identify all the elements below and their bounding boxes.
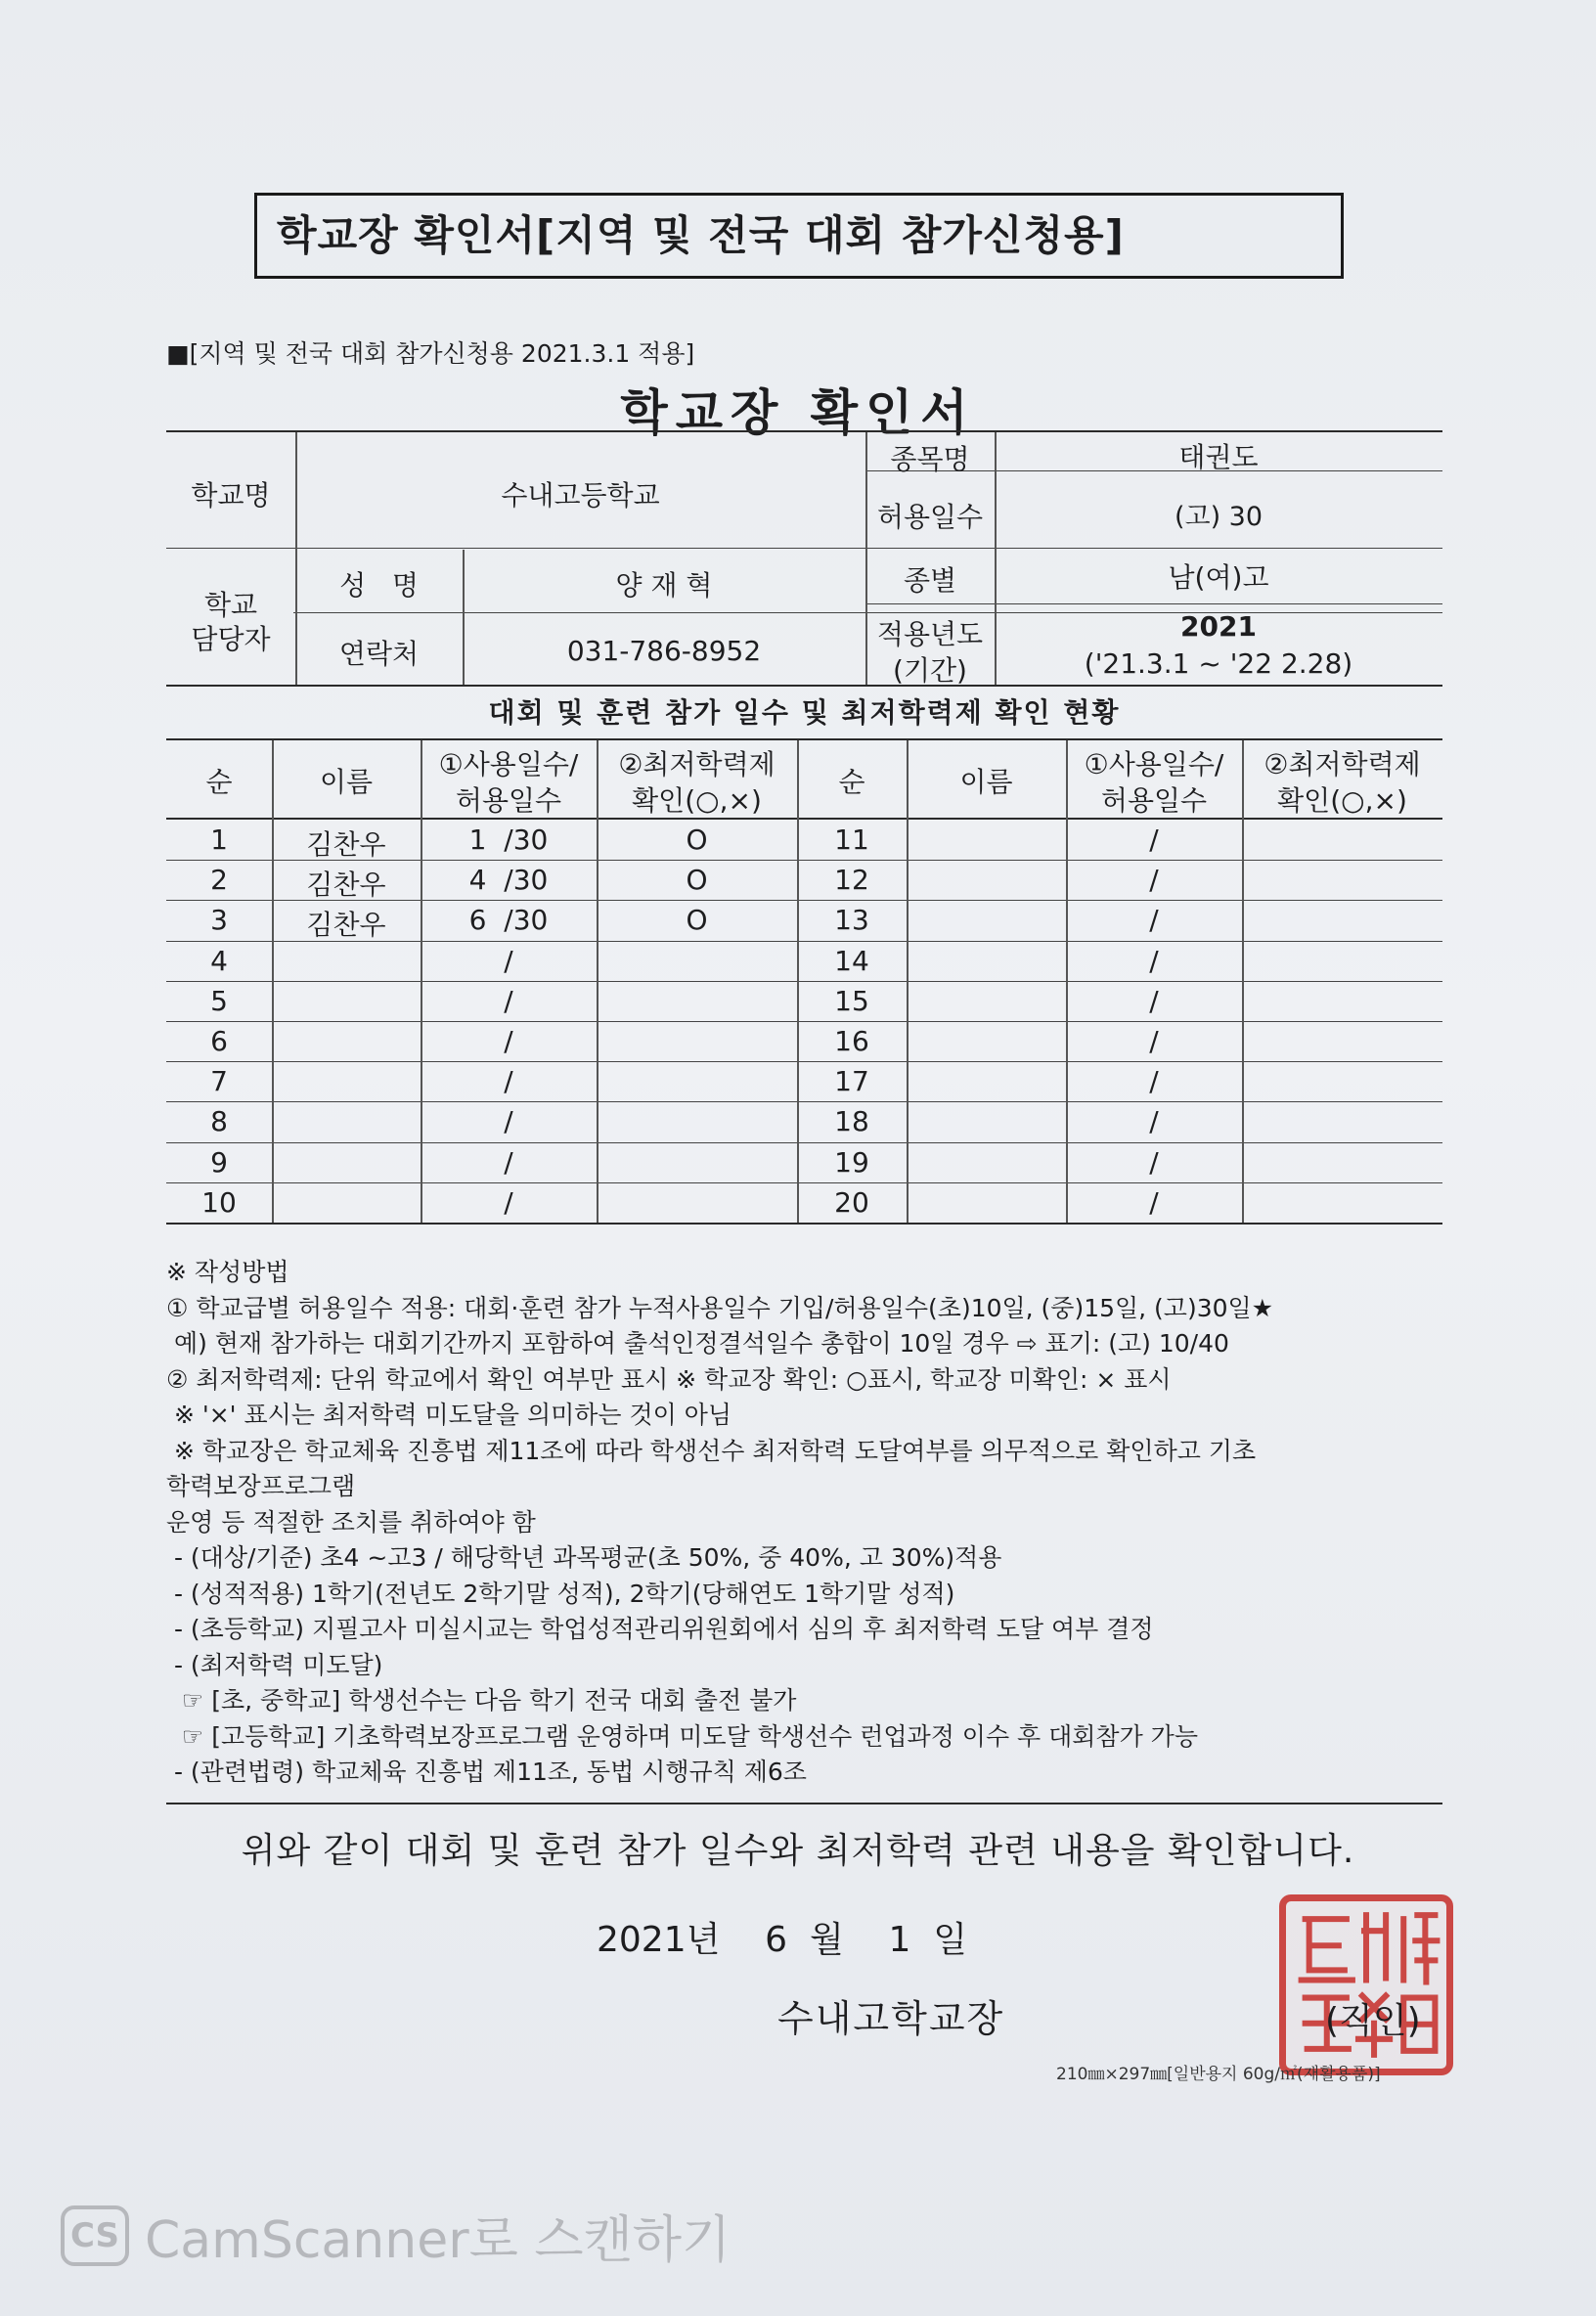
table-cell-no: 15 [834, 984, 869, 1017]
table-cell-no: 8 [210, 1105, 228, 1138]
gender-category-value: 남(여)고 [1168, 561, 1269, 594]
info-row-divider [166, 548, 1442, 549]
instruction-line: ※ 작성방법 [166, 1258, 289, 1286]
table-cell-days: / [504, 1185, 513, 1219]
table-column-divider [421, 740, 422, 1223]
header-days-left-line1: ①사용일수/ [438, 748, 579, 780]
info-row-divider [865, 603, 1442, 604]
allowed-days-label: 허용일수 [876, 501, 984, 533]
table-cell-no: 3 [210, 904, 228, 937]
instruction-line: ※ 학교장은 학교체육 진흥법 제11조에 따라 학생선수 최저학력 도달여부를 의무적으로 확인하고 기초 [166, 1436, 1257, 1465]
header-name-right: 이름 [959, 766, 1013, 798]
footer-rule [166, 1803, 1442, 1804]
table-cell-name: 김찬우 [306, 909, 386, 942]
table-cell-days: / [504, 944, 513, 977]
table-cell-days: / [1149, 1145, 1159, 1179]
table-cell-days: / [1149, 944, 1159, 977]
instruction-line: ☞ [고등학교] 기초학력보장프로그램 운영하며 미도달 학생선수 런업과정 이수 후 대회참가 가능 [166, 1721, 1198, 1751]
applied-year-value: 2021 [1180, 610, 1257, 643]
applied-year-label-line2: (기간) [893, 654, 967, 687]
table-cell-days: 1 /30 [468, 824, 549, 856]
table-column-divider [1066, 740, 1068, 1223]
instruction-line: 예) 현재 참가하는 대회기간까지 포함하여 출석인정결석일수 총합이 10일 경우 ⇨ 표기: (고) 10/40 [166, 1329, 1229, 1358]
applied-period-value: ('21.3.1 ~ '22 2.28) [1084, 647, 1353, 680]
header-min-left-line2: 확인(○,×) [632, 784, 762, 817]
document-title: 학교장 확인서 [620, 384, 976, 441]
header-days-right-line2: 허용일수 [1100, 784, 1208, 817]
table-cell-no: 9 [210, 1145, 228, 1179]
allowed-days-value: (고) 30 [1174, 502, 1264, 532]
table-column-divider [597, 740, 598, 1223]
participation-table-top-rule [166, 738, 1442, 740]
official-seal-stamp [1279, 1894, 1453, 2075]
header-no-right: 순 [838, 766, 865, 798]
table-row-divider [166, 1101, 1442, 1102]
table-cell-days: / [1149, 1025, 1159, 1057]
seal-label: (직인) [1325, 2001, 1421, 2041]
manager-label-line2: 담당자 [191, 623, 271, 655]
table-cell-days: / [504, 984, 513, 1017]
table-cell-no: 10 [201, 1185, 237, 1219]
table-row-divider [166, 1061, 1442, 1062]
participation-table-bottom-rule [166, 1223, 1442, 1225]
table-row-divider [166, 941, 1442, 942]
header-days-left-line2: 허용일수 [455, 784, 562, 817]
table-cell-days: / [1149, 1185, 1159, 1219]
camscanner-watermark [61, 2199, 731, 2272]
manager-name-label: 성 명 [339, 569, 419, 601]
table-cell-no: 1 [210, 824, 228, 856]
table-cell-days: / [504, 1025, 513, 1057]
table-cell-days: / [1149, 984, 1159, 1017]
table-cell-name: 김찬우 [306, 868, 386, 902]
manager-name-value: 양 재 혁 [615, 569, 713, 601]
event-value: 태권도 [1178, 441, 1259, 473]
table-cell-no: 13 [834, 904, 869, 937]
table-cell-days: / [1149, 904, 1159, 937]
header-min-left-line1: ②최저학력제 [618, 748, 776, 780]
info-table-bottom-rule [166, 685, 1442, 687]
table-cell-ok: O [686, 904, 708, 937]
manager-contact-label: 연락처 [338, 638, 420, 670]
document-subheading: ■[지역 및 전국 대회 참가신청용 2021.3.1 적용] [166, 339, 695, 368]
table-cell-ok: O [686, 824, 708, 856]
table-cell-name: 김찬우 [306, 828, 386, 861]
instruction-line: - (최저학력 미도달) [166, 1650, 383, 1679]
instruction-line: - (관련법령) 학교체육 진흥법 제11조, 동법 시행규칙 제6조 [166, 1758, 807, 1786]
table-cell-no: 4 [210, 944, 228, 977]
table-row-divider [166, 1182, 1442, 1183]
manager-contact-value: 031-786-8952 [566, 635, 762, 667]
table-cell-no: 14 [834, 944, 869, 977]
instruction-line: - (대상/기준) 초4 ~고3 / 해당학년 과목평균(초 50%, 중 40%, 고 30%)적용 [166, 1543, 1002, 1572]
instruction-line: ※ '×' 표시는 최저학력 미도달을 의미하는 것이 아님 [166, 1401, 732, 1429]
table-row-divider [166, 860, 1442, 861]
instruction-line: ☞ [초, 중학교] 학생선수는 다음 학기 전국 대회 출전 불가 [166, 1686, 797, 1715]
applied-year-label-line1: 적용년도 [876, 618, 984, 650]
table-cell-no: 19 [834, 1145, 869, 1179]
table-cell-days: 6 /30 [468, 904, 549, 937]
table-cell-days: / [1149, 864, 1159, 897]
table-cell-no: 18 [834, 1105, 869, 1138]
table-row-divider [166, 900, 1442, 901]
header-no-left: 순 [205, 766, 233, 798]
header-days-right-line1: ①사용일수/ [1084, 748, 1224, 780]
principal-title: 수내고학교장 [777, 1997, 1005, 2040]
confirmation-statement: 위와 같이 대회 및 훈련 참가 일수와 최저학력 관련 내용을 확인합니다. [241, 1831, 1355, 1871]
participation-table-title: 대회 및 훈련 참가 일수 및 최저학력제 확인 현황 [488, 696, 1121, 729]
table-cell-days: / [1149, 1105, 1159, 1138]
instruction-line: 운영 등 적절한 조치를 취하여야 함 [166, 1507, 536, 1537]
issue-date: 2021년 6 월 1 일 [597, 1920, 968, 1960]
info-table-top-rule [166, 430, 1442, 432]
school-name-label: 학교명 [191, 479, 271, 512]
table-cell-days: 4 /30 [468, 864, 549, 897]
seal-glyph-icon [1286, 1901, 1446, 2069]
table-row-divider [166, 1021, 1442, 1022]
manager-label-line1: 학교 [203, 589, 258, 621]
table-cell-no: 6 [210, 1025, 228, 1057]
header-min-right-line1: ②최저학력제 [1264, 748, 1421, 780]
table-cell-no: 5 [210, 984, 228, 1017]
table-cell-no: 16 [834, 1025, 869, 1057]
table-cell-days: / [504, 1145, 513, 1179]
camscanner-logo-icon: CS [61, 2205, 129, 2266]
table-cell-no: 20 [834, 1185, 869, 1219]
table-cell-no: 11 [834, 824, 869, 856]
table-cell-days: / [1149, 824, 1159, 856]
table-column-divider [1242, 740, 1244, 1223]
gender-category-label: 종별 [903, 564, 957, 597]
table-column-divider [272, 740, 274, 1223]
instruction-line: ② 최저학력제: 단위 학교에서 확인 여부만 표시 ※ 학교장 확인: ○표시, 학교장 미확인: × 표시 [166, 1364, 1172, 1394]
table-row-divider [166, 981, 1442, 982]
school-name-value: 수내고등학교 [501, 479, 660, 512]
instruction-line: ① 학교급별 허용일수 적용: 대회·훈련 참가 누적사용일수 기입/허용일수(초)10일, (중)15일, (고)30일★ [166, 1293, 1274, 1322]
table-cell-ok: O [686, 864, 708, 897]
table-cell-days: / [504, 1105, 513, 1138]
header-name-left: 이름 [319, 766, 374, 798]
event-label: 종목명 [890, 443, 970, 475]
header-min-right-line2: 확인(○,×) [1277, 784, 1407, 817]
camscanner-watermark-text: CamScanner로 스캔하기 [145, 2211, 732, 2270]
table-column-divider [907, 740, 909, 1223]
paper-specification: 210㎜×297㎜[일반용지 60g/㎡(재활용품)] [1056, 2065, 1381, 2084]
table-row-divider [166, 1142, 1442, 1143]
table-cell-days: / [1149, 1065, 1159, 1098]
instruction-line: - (초등학교) 지필고사 미실시교는 학업성적관리위원회에서 심의 후 최저학력 도달 여부 결정 [166, 1615, 1154, 1643]
table-cell-no: 2 [210, 864, 228, 897]
table-cell-no: 17 [834, 1065, 869, 1098]
instruction-line: - (성적적용) 1학기(전년도 2학기말 성적), 2학기(당해연도 1학기말 성적) [166, 1579, 955, 1608]
table-column-divider [797, 740, 799, 1223]
table-cell-no: 12 [834, 864, 869, 897]
document-box-title: 학교장 확인서[지역 및 전국 대회 참가신청용] [254, 193, 1344, 279]
instruction-line: 학력보장프로그램 [166, 1472, 356, 1500]
table-cell-days: / [504, 1065, 513, 1098]
table-cell-no: 7 [210, 1065, 228, 1098]
writing-instructions [166, 1255, 1457, 1791]
